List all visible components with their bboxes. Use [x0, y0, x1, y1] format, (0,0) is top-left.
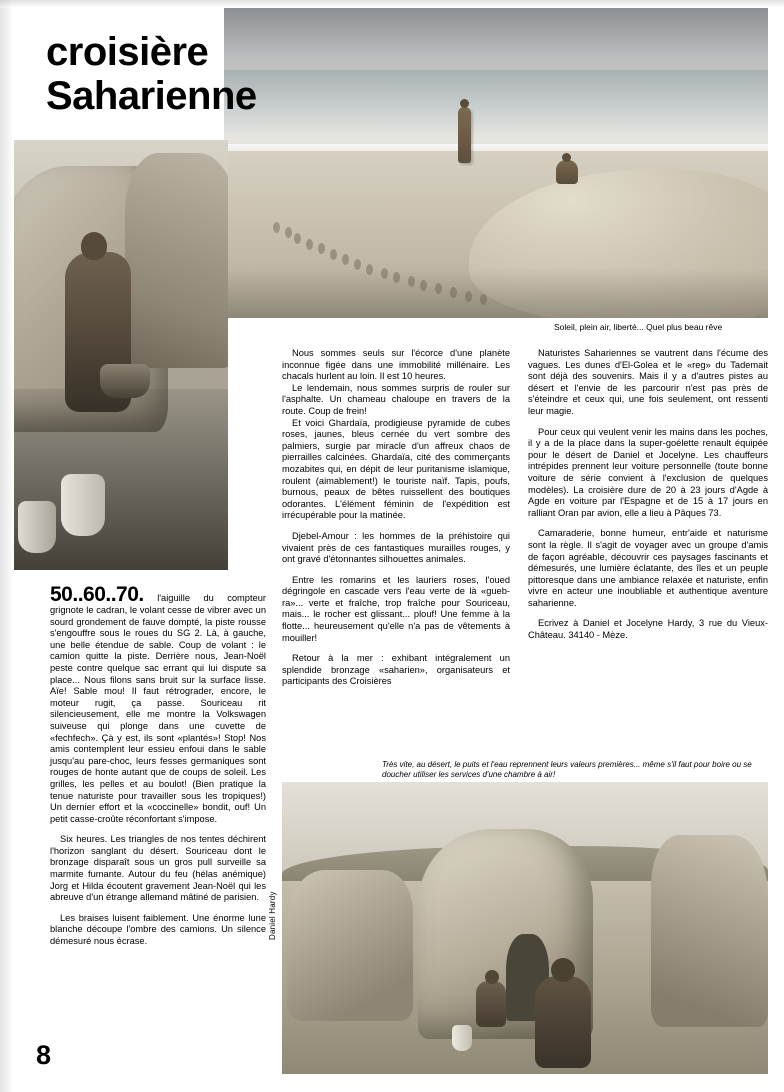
photo-credit: Daniel Hardy	[268, 891, 277, 940]
title-line-1: croisière	[46, 30, 209, 74]
column-left	[50, 584, 266, 948]
right-paragraph-1: Naturistes Sahariennes se vautrent dans l'écume des vagues. Les dunes d'El-Golea et le «reg» du Tademait sont déjà des souvenirs. Mais il y a d'autres pistes au désert et l'envie de les parcourir n'est pas près de s'éteindre et ceux qui, une fois seulement, ont ressenti leur magie.	[528, 348, 768, 416]
right-paragraph-2: Pour ceux qui veulent venir les mains dans les poches, il y a de la place dans la super-goélette renault équipée pour le désert de Daniel et Jocelyne. Les chauffeurs intrépides prennent leur voiture personnelle (toute bonne voiture de série convient à l'exclusion de quelques modèles). La croisière dure de 20 à 23 jours d'Agde à Agde en voiture par l'Espagne et de 15 à 17 jours en ralliant Oran par avion, elle a lieu à Pâques 73.	[528, 426, 768, 518]
camp-figure-foreground	[535, 976, 591, 1068]
right-paragraph-3: Camaraderie, bonne humeur, entr'aide et naturisme sont la règle. Il s'agit de voyager avec un groupe d'amis de façon agréable, découvrir ces paysages fascinants et démesurés, une lumière éclatante, des îles et un peuple pittoresque dans une ambiance relaxée et naturiste, enfin vivre en acteur une inoubliable et authentique aventure saharienne.	[528, 528, 768, 608]
figure-sitting	[556, 160, 578, 184]
camp-water-jug	[452, 1025, 472, 1051]
photo-man-at-hut	[14, 140, 228, 570]
lead-numbers: 50..60..70.	[50, 583, 144, 606]
column-right	[528, 348, 768, 642]
camp-rock-left	[287, 870, 413, 1022]
mid-paragraph-1: Nous sommes seuls sur l'écorce d'une planète inconnue figée dans une immobilité millénaire. Les chacals hurlent au loin. Il est 10 heures.	[282, 348, 510, 382]
article-title	[46, 30, 346, 118]
camp-rock-right	[651, 835, 768, 1028]
caption-camp: Très vite, au désert, le puits et l'eau reprennent leurs valeurs premières... même s'il faut pour boire ou se doucher utiliser les services d'une chambre à air!	[382, 760, 752, 779]
hut-stone-wall-secondary	[125, 153, 228, 368]
camp-figure-seated	[476, 981, 506, 1027]
scan-edge-top	[0, 0, 784, 8]
right-paragraph-4: Ecrivez à Daniel et Jocelyne Hardy, 3 rue du Vieux-Château. 34140 - Mèze.	[528, 618, 768, 641]
water-jug	[61, 474, 105, 536]
mid-paragraph-6: Retour à la mer : exhibant intégralement un splendide bronzage «saharien», organisateurs et participants des Croisières	[282, 653, 510, 687]
left-paragraph-3: Les braises luisent faiblement. Une énorme lune blanche découpe l'ombre des camions. Un silence démesuré nous écrase.	[50, 912, 266, 947]
mid-paragraph-5: Entre les romarins et les lauriers roses, l'oued dégringole en cascade vers l'eau verte de là «gueb-ra»... verte et fraîche, trop fraîche pour Souriceau, mais... le rocher est glissant... plouf! Une femme à la flotte... heureusement qu'elle n'a pas de vêtements à mouiller!	[282, 574, 510, 643]
figure-standing	[458, 107, 471, 163]
water-jug-secondary	[18, 501, 56, 553]
left-lead-paragraph	[50, 584, 266, 825]
caption-beach: Soleil, plein air, liberté... Quel plus beau rêve	[554, 322, 723, 332]
mid-paragraph-3: Et voici Ghardaïa, prodigieuse pyramide de cubes roses, jaunes, bleus cernée du vert sombre des palmiers, surgie par miracle d'un affreux chaos de pierrailles calcinées. Ghardaïa, cité des commerçants mozabites qui, en dépit de leur puritanisme islamique, roulent (aimablement!) le touriste naïf. Tapis, poufs, burnous, peaux de bêtes ruissellent des boutiques odorantes. L'élément féminin de l'expédition est irrécupérable pour la matinée.	[282, 417, 510, 521]
title-line-2: Saharienne	[46, 74, 257, 118]
scan-edge-left	[0, 0, 14, 1092]
mid-paragraph-2: Le lendemain, nous sommes surpris de rouler sur l'asphalte. Un chameau chaloupe en travers de la route. Coup de frein!	[282, 382, 510, 416]
column-middle	[282, 348, 510, 688]
left-paragraph-2: Six heures. Les triangles de nos tentes déchirent l'horizon sanglant du désert. Souriceau dont le bronzage disparaît sous un gros pull surveille sa marmite fumante. Autour du feu (hélas anémique) Jorg et Hilda écoutent gravement Jean-Noël qui les abreuve d'un étrange allemand mâtiné de parisien.	[50, 834, 266, 903]
page-number: 8	[36, 1040, 52, 1070]
beach-foreground-shadow	[224, 268, 768, 318]
mid-paragraph-4: Djebel-Amour : les hommes de la préhistoire qui vivaient près de ces fantastiques murailles rouges, y ont gravé d'étonnantes silhouettes animales.	[282, 530, 510, 565]
photo-desert-camp	[282, 782, 768, 1074]
left-paragraph-1: l'aiguille du compteur grignote le cadran, le volant cesse de vibrer avec un sourd grondement de fauve dompté, la piste rousse s'engouffre sous le roues du SG 2. Là, à gauche, une belle étendue de sable. Coup de volant : le camion quitte la piste. Derrière nous, Jean-Noël peste contre quelque sac errant qui lui dispute sa place... Nous filons sans bruit sur la surface lisse. Aïe! Sable mou! Il faut rétrograder, encore, le moteur rugit, ça passe. Souriceau rit silencieusement, elle me montre la Volkswagen suiveuse qui plonge dans une cuvette de «fechfech». Çà y est, ils sont «plantés»! Stop! Nos amis contemplent leur essieu enfoui dans le sable jusqu'au pare-choc, leurs fesses germaniques sont rouges de honte autant que de coups de soleil. Les grilles, les pelles et au boulot! (Bien pratique la tenue naturiste pour travailler sous les tropiques!) Un dernier effort et la «coccinelle» bondit, ouf! Un petit casse-croûte réconfortant s'impose.	[50, 593, 266, 824]
